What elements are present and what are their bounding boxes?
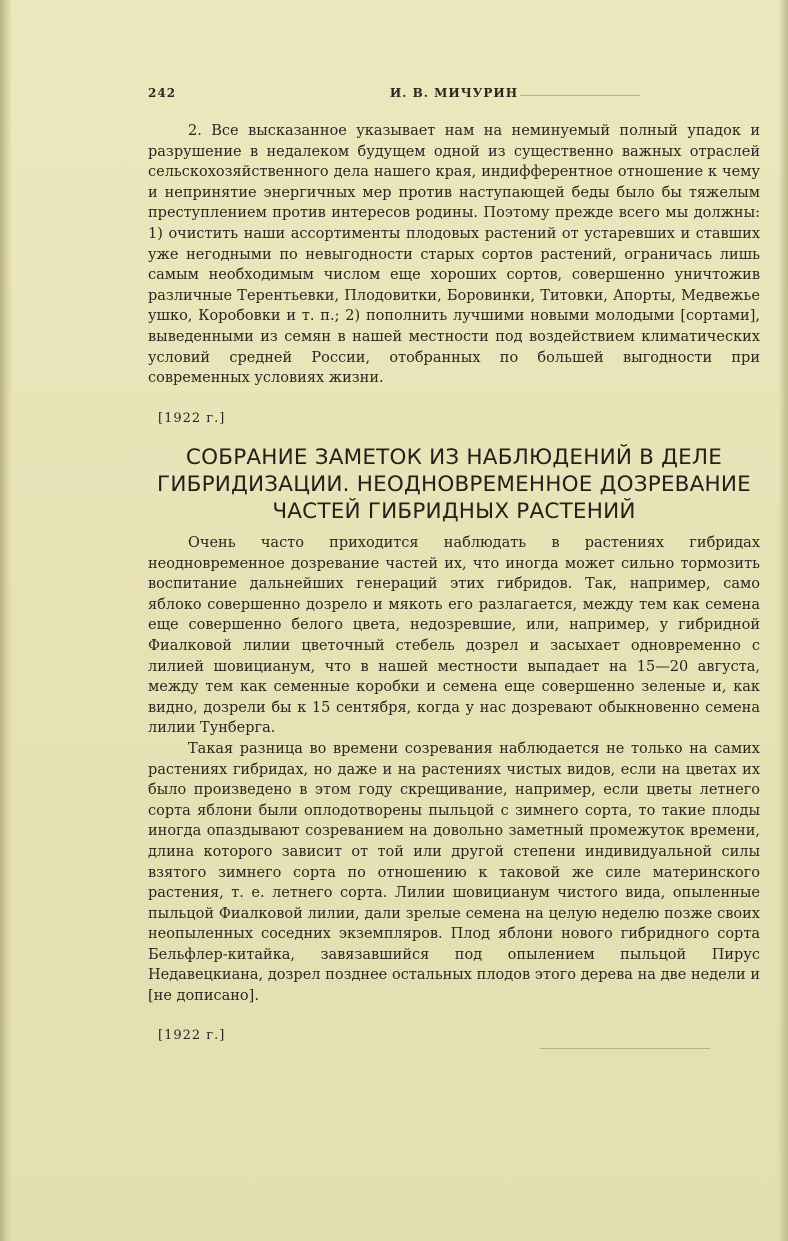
section-title [148,444,760,525]
paragraph: 2. Все высказанное указывает нам на неминуемый полный упадок и разрушение в недалеком будущем одной из существенно важных отраслей сельскохозяйственного дела нашего края, индифферентное отношение к чему и непринятие энергичных мер против наступающей беды было бы тяжелым преступлением против интересов родины. Поэтому прежде всего мы должны: 1) очистить наши ассортименты плодовых растений от устаревших и ставших уже негодными по невыгодности старых сортов растений, ограничась лишь самым необходимым числом еще хороших сортов, совершенно уничтожив различные Терентьевки, Плодовитки, Боровинки, Титовки, Апорты, Медвежье ушко, Коробовки и т. п.; 2) пополнить лучшими новыми молодыми [сортами], выведенными из семян в нашей местности под воздействием климатических условий средней России, отобранных по большей выгодности при современных условиях жизни. [148,123,760,387]
section-title-line: ГИБРИДИЗАЦИИ. НЕОДНОВРЕМЕННОЕ ДОЗРЕВАНИЕ [157,472,751,497]
section-2-body [148,533,760,1007]
page-edge-shadow-left [0,0,12,1241]
running-header-title: И. В. МИЧУРИН [389,86,519,100]
print-artifact [540,1048,710,1049]
section-title-line: ЧАСТЕЙ ГИБРИДНЫХ РАСТЕНИЙ [272,499,636,524]
page-number: 242 [148,86,177,100]
paragraph: Такая разница во времени созревания наблюдается не только на самих растениях гибридах, но даже и на растениях чистых видов, если на цветах их было произведено в этом году скрещивание, например, если цветы летнего сорта яблони были оплодотворены пыльцой с зимнего сорта, то такие плоды иногда опаздывают созреванием на довольно заметный промежуток времени, длина которого зависит от той или другой степени индивидуальной силы взятого зимнего сорта по отношению к таковой же силе материнского растения, т. е. летнего сорта. Лилии шовицианум чистого вида, опыленные пыльцой Фиалковой лилии, дали зрелые семена на целую неделю позже своих неопыленных соседних экземпляров. Плод яблони нового гибридного сорта Бельфлер-китайка, завязавшийся под опылением пыльцой Пирус Недавецкиана, дозрел позднее остальных плодов этого дерева на две недели и [не дописано]. [148,740,760,1005]
page-edge-shadow-right [778,0,788,1241]
running-header [148,86,760,106]
date-note: [1922 г.] [158,1028,226,1043]
section-title-line: СОБРАНИЕ ЗАМЕТОК ИЗ НАБЛЮДЕНИЙ В ДЕЛЕ [185,445,723,470]
date-note: [1922 г.] [158,411,226,426]
paragraph: Очень часто приходится наблюдать в растениях гибридах неодновременное дозревание частей их, что иногда может сильно тормозить воспитание дальнейших генераций этих гибридов. Так, например, само яблоко совершенно дозрело и мякоть его разлагается, между тем как семена еще совершенно белого цвета, недозревшие, или, например, у гибридной Фиалковой лилии цветочный стебель дозрел и засыхает одновременно с лилией шовицианум, что в нашей местности выпадает на 15—20 августа, между тем как семенные коробки и семена еще совершенно зеленые и, как видно, дозрели бы к 15 сентября, когда у нас дозревают обыкновенно семена лилии Тунберга. [148,535,760,737]
section-1-body [148,121,760,389]
